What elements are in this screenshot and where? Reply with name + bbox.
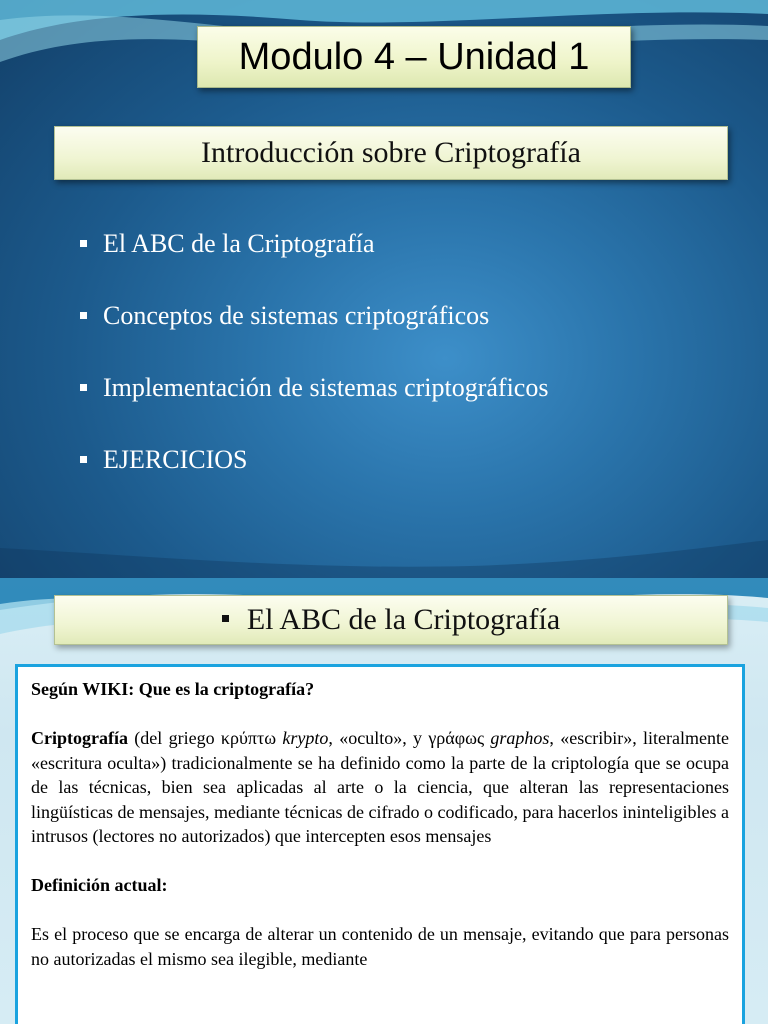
definition-term: Criptografía <box>31 728 128 748</box>
list-item-label: Implementación de sistemas criptográficos <box>103 373 549 402</box>
bullet-square-icon <box>80 384 87 391</box>
list-item-label: El ABC de la Criptografía <box>103 229 375 258</box>
bullet-square-icon <box>222 615 229 622</box>
list-item <box>80 224 375 264</box>
list-item <box>80 440 247 480</box>
definition-paragraph <box>31 726 729 849</box>
list-item-label: EJERCICIOS <box>103 445 248 474</box>
question-heading: Según WIKI: Que es la criptografía? <box>31 679 315 699</box>
definition-graphos: graphos <box>490 728 550 748</box>
content-panel <box>15 664 745 1024</box>
bullet-square-icon <box>80 456 87 463</box>
definition-text-3: , «escribir», literalmente «escritura oculta») tradicionalmente se ha definido como la parte de la criptología que se ocupa de las técnicas, bien sea aplicadas al arte o la ciencia, que alteran las representaciones lingüísticas de mensajes, mediante técnicas de cifrado o codificado, para hacerlos ininteligibles a intrusos (lectores no autorizados) que intercepten esos mensajes <box>31 728 729 846</box>
definition-krypto: krypto <box>282 728 329 748</box>
section-header-label: El ABC de la Criptografía <box>246 603 561 636</box>
list-item <box>80 368 548 408</box>
definition-text-2: , «oculto», y γράφως <box>328 728 491 748</box>
slide-2 <box>0 578 768 1024</box>
current-definition-heading: Definición actual: <box>31 875 168 895</box>
current-definition-text: Es el proceso que se encarga de alterar un contenido de un mensaje, evitando que para personas no autorizadas el mismo sea ilegible, mediante <box>31 924 729 969</box>
list-item-label: Conceptos de sistemas criptográficos <box>103 301 490 330</box>
bullet-square-icon <box>80 312 87 319</box>
definition-text-1: (del griego κρύπτω <box>127 728 283 748</box>
slide-title: Modulo 4 – Unidad 1 <box>197 26 631 88</box>
bullet-square-icon <box>80 240 87 247</box>
list-item <box>80 296 489 336</box>
slide-subtitle: Introducción sobre Criptografía <box>54 126 728 180</box>
section-header <box>54 595 728 645</box>
